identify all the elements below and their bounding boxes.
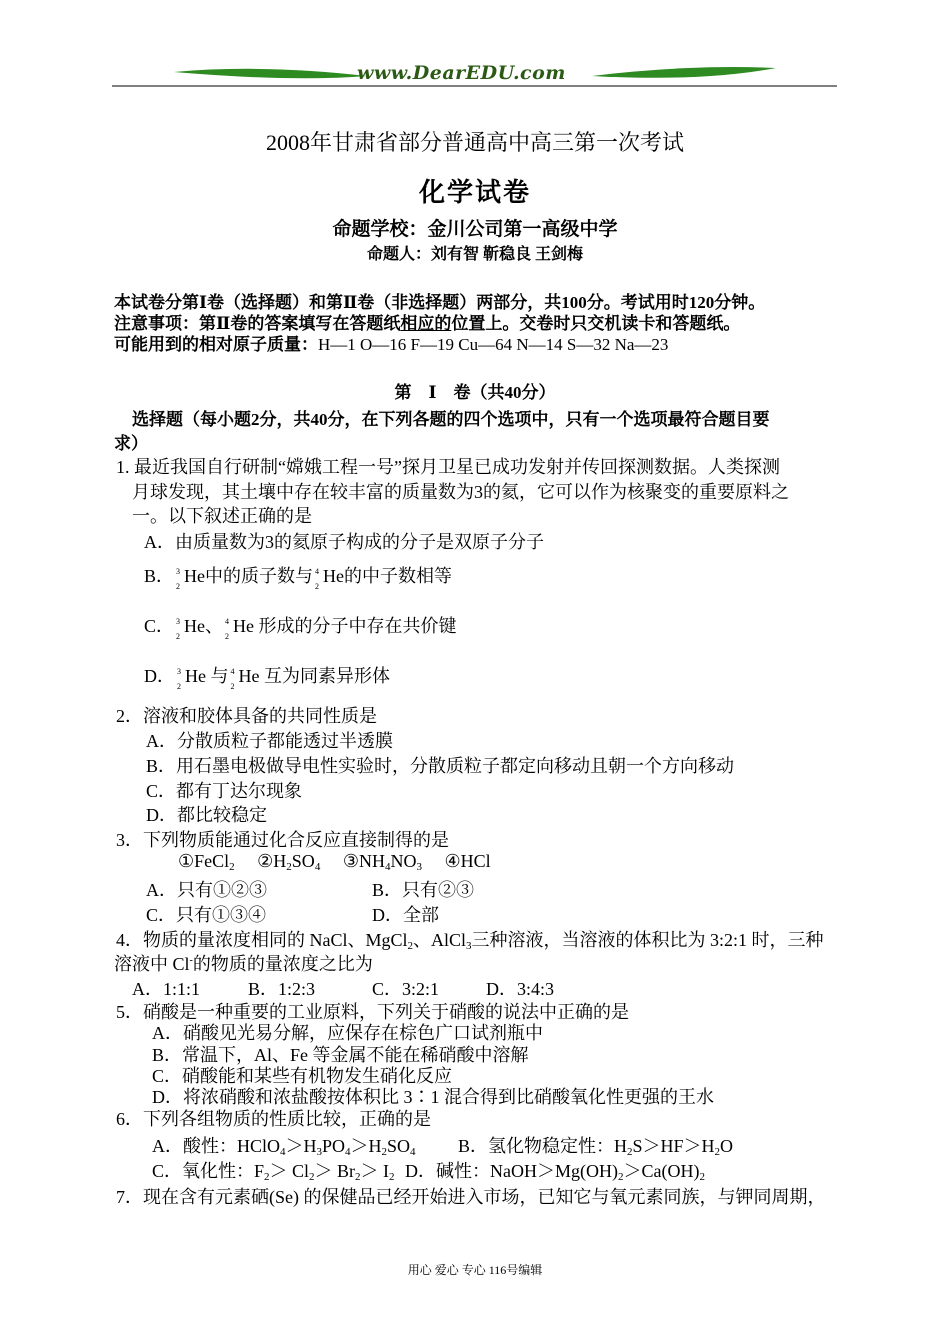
mass-number: 3 <box>176 616 181 626</box>
q3-option-d: D．全部 <box>372 905 439 925</box>
subscript: 3 <box>316 1146 323 1158</box>
q4-stem-1-c: 三种溶液，当溶液的体积比为 3:2:1 时，三种 <box>471 930 824 950</box>
section-instructions-1: 选择题（每小题2分，共40分，在下列各题的四个选项中，只有一个选项最符合题目要 <box>132 410 770 429</box>
q1-b-mid: He中的质子数与 <box>184 566 314 586</box>
q1-b-post: He的中子数相等 <box>323 566 453 586</box>
subscript: 2 <box>714 1146 721 1158</box>
q6-a-f4: ＞H <box>350 1136 382 1156</box>
q4-stem-2 <box>114 950 373 976</box>
subscript: 2 <box>286 861 292 873</box>
logo-text: www.DearEDU.com <box>357 62 566 84</box>
notes-line-1: 本试卷分第Ⅰ卷（选择题）和第Ⅱ卷（非选择题）两部分，共100分。考试用时120分钟。 <box>114 293 766 312</box>
atomic-mass-values: H—1 O—16 F—19 Cu—64 N—14 S—32 Na—23 <box>318 335 669 354</box>
header-logo <box>112 60 837 90</box>
q4-stem-1 <box>116 926 824 952</box>
subscript: 2 <box>264 1171 270 1183</box>
q3-option-c: C．只有①③④ <box>146 905 267 925</box>
isotope-he3 <box>174 566 184 591</box>
q6-c-f2: ＞ Cl <box>269 1161 310 1181</box>
q6-option-b <box>458 1132 733 1158</box>
q6-a-f2: ＞H <box>285 1136 317 1156</box>
subscript: 3 <box>416 861 422 873</box>
atomic-number: 2 <box>176 631 181 641</box>
q6-c-f1: F <box>254 1161 265 1181</box>
subject-title: 化学试卷 <box>418 178 531 207</box>
subscript: 2 <box>407 940 414 952</box>
subscript: 4 <box>410 1146 416 1158</box>
q5-option-a: A．硝酸见光易分解，应保存在棕色广口试剂瓶中 <box>152 1023 543 1043</box>
page-footer: 用心 爱心 专心 116号编辑 <box>407 1263 543 1277</box>
q6-b-f2: S＞HF＞H <box>632 1136 715 1156</box>
q3-item-3-b: NO <box>390 851 417 871</box>
q2-option-a: A．分散质粒子都能透过半透膜 <box>146 731 393 751</box>
q5-option-c: C．硝酸能和某些有机物发生硝化反应 <box>152 1066 453 1086</box>
atomic-number: 2 <box>225 631 230 641</box>
q4-option-c: C．3:2:1 <box>372 979 440 999</box>
q6-c-f4: ＞ I <box>360 1161 390 1181</box>
q1-b-label: B． <box>144 566 175 586</box>
atomic-number: 2 <box>315 581 320 591</box>
mass-number: 4 <box>225 616 230 626</box>
subscript: 2 <box>618 1171 624 1183</box>
q6-c-f3: ＞ Br <box>314 1161 356 1181</box>
subscript: 2 <box>229 861 235 873</box>
q3-option-a: A．只有①②③ <box>146 880 267 900</box>
q6-d-f1: NaOH＞Mg(OH) <box>490 1161 619 1181</box>
q3-item-2 <box>257 851 320 871</box>
atomic-number: 2 <box>230 681 235 691</box>
q1-d-post: He 互为同素异形体 <box>238 666 390 686</box>
subscript: 2 <box>355 1171 361 1183</box>
q3-items <box>178 851 491 872</box>
q3-item-2-b: SO <box>291 851 315 871</box>
q1-option-d <box>144 662 390 691</box>
notes-line-2-underlined: 相应的 <box>400 314 452 333</box>
notes-line-3 <box>114 330 668 355</box>
atomic-number: 2 <box>177 681 181 691</box>
q3-item-2-a: ②H <box>257 851 287 871</box>
q6-option-d <box>405 1161 705 1181</box>
q1-option-c <box>144 612 457 641</box>
q6-d-label: D．碱性： <box>405 1161 491 1181</box>
mass-number: 4 <box>230 666 235 676</box>
q4-stem-1-b: 、AlCl <box>413 930 467 950</box>
q6-b-label: B．氢化物稳定性： <box>458 1136 615 1156</box>
q3-option-b: B．只有②③ <box>372 880 475 900</box>
q1-stem-3: 一。以下叙述正确的是 <box>132 506 312 526</box>
notes-line-2-b: 位置上。交卷时只交机读卡和答题纸。 <box>451 314 741 333</box>
q6-stem: 6．下列各组物质的性质比较，正确的是 <box>116 1109 431 1129</box>
q4-stem-2-b: 的物质的量浓度之比为 <box>192 954 373 974</box>
q2-stem: 2．溶液和胶体具备的共同性质是 <box>116 706 377 726</box>
q6-a-f3: PO <box>322 1136 346 1156</box>
subscript: 4 <box>314 861 321 873</box>
q2-option-b: B．用石墨电极做导电性实验时，分散质粒子都定向移动且朝一个方向移动 <box>146 756 735 776</box>
q4-option-d: D．3:4:3 <box>486 979 555 999</box>
isotope-he4 <box>223 616 233 641</box>
q1-option-b <box>144 562 453 591</box>
q5-option-b: B．常温下，Al、Fe 等金属不能在稀硝酸中溶解 <box>152 1045 529 1065</box>
mass-number: 3 <box>176 566 181 576</box>
isotope-he3 <box>175 666 185 691</box>
q3-item-1-text: ①FeCl <box>178 851 230 871</box>
isotope-he3 <box>174 616 184 641</box>
section-heading: 第 Ⅰ 卷（共40分） <box>394 383 556 402</box>
section-instructions-2: 求） <box>114 434 148 453</box>
q1-d-mid: He 与 <box>185 666 229 686</box>
q6-option-c <box>152 1157 705 1183</box>
q6-option-a <box>152 1132 416 1158</box>
q1-option-a: A．由质量数为3的氦原子构成的分子是双原子分子 <box>144 532 544 552</box>
mass-number: 3 <box>177 666 181 676</box>
q1-c-mid: He、 <box>184 616 224 636</box>
subscript: 4 <box>280 1146 286 1158</box>
q5-option-d: D．将浓硝酸和浓盐酸按体积比 3∶1 混合得到比硝酸氧化性更强的王水 <box>152 1087 714 1107</box>
q2-option-c: C．都有丁达尔现象 <box>146 781 303 801</box>
subscript: 2 <box>627 1146 633 1158</box>
q1-stem-1: 1. 最近我国自行研制“嫦娥工程一号”探月卫星已成功发射并传回探测数据。人类探测 <box>116 457 780 477</box>
q1-c-post: He 形成的分子中存在共价键 <box>233 616 457 636</box>
subscript: 2 <box>309 1171 315 1183</box>
q3-stem: 3．下列物质能通过化合反应直接制得的是 <box>116 830 449 850</box>
notes-line-2-a: 注意事项：第Ⅱ卷的答案填写在答题纸 <box>114 314 401 333</box>
superscript: - <box>189 955 193 966</box>
q4-option-a: A．1:1:1 <box>132 979 201 999</box>
q4-option-b: B．1:2:3 <box>248 979 316 999</box>
q3-item-1 <box>178 851 235 871</box>
isotope-he4 <box>313 566 323 591</box>
atomic-number: 2 <box>176 581 181 591</box>
q1-d-label: D． <box>144 666 175 686</box>
subscript: 4 <box>384 861 391 873</box>
mass-number: 4 <box>315 566 320 576</box>
q1-c-label: C． <box>144 616 175 636</box>
q1-stem-2: 月球发现，其土壤中存在较丰富的质量数为3的氦，它可以作为核聚变的重要原料之 <box>132 482 789 502</box>
q3-item-3-a: ③NH <box>342 851 385 871</box>
exam-title: 2008年甘肃省部分普通高中高三第一次考试 <box>265 130 684 155</box>
subscript: 2 <box>699 1171 706 1183</box>
q6-b-f3: O <box>720 1136 734 1156</box>
subscript: 2 <box>389 1171 395 1183</box>
atomic-mass-label: 可能用到的相对原子质量： <box>114 335 318 354</box>
q7-stem: 7．现在含有元素硒(Se) 的保健品已经开始进入市场，已知它与氧元素同族，与钾同周期， <box>116 1187 826 1207</box>
q4-stem-2-a: 溶液中 Cl <box>114 954 190 974</box>
q3-item-4: ④HCl <box>444 851 491 871</box>
isotope-he4 <box>229 666 239 691</box>
q6-d-f2: ＞Ca(OH) <box>623 1161 700 1181</box>
q3-item-3 <box>343 851 422 871</box>
q6-a-f1: HClO <box>237 1136 281 1156</box>
school-line: 命题学校：金川公司第一高级中学 <box>332 219 618 240</box>
subscript: 3 <box>466 940 472 952</box>
subscript: 4 <box>345 1146 351 1158</box>
q6-a-f5: SO <box>387 1136 411 1156</box>
q5-stem: 5．硝酸是一种重要的工业原料，下列关于硝酸的说法中正确的是 <box>116 1002 629 1022</box>
authors-line: 命题人：刘有智 靳稳良 王剑梅 <box>366 246 583 263</box>
q2-option-d: D．都比较稳定 <box>146 805 267 825</box>
q6-b-f1: H <box>614 1136 628 1156</box>
q6-c-label: C．氧化性： <box>152 1161 255 1181</box>
q4-stem-1-a: 4．物质的量浓度相同的 NaCl、MgCl <box>116 930 408 950</box>
q6-a-label: A．酸性： <box>152 1136 237 1156</box>
subscript: 2 <box>381 1146 388 1158</box>
